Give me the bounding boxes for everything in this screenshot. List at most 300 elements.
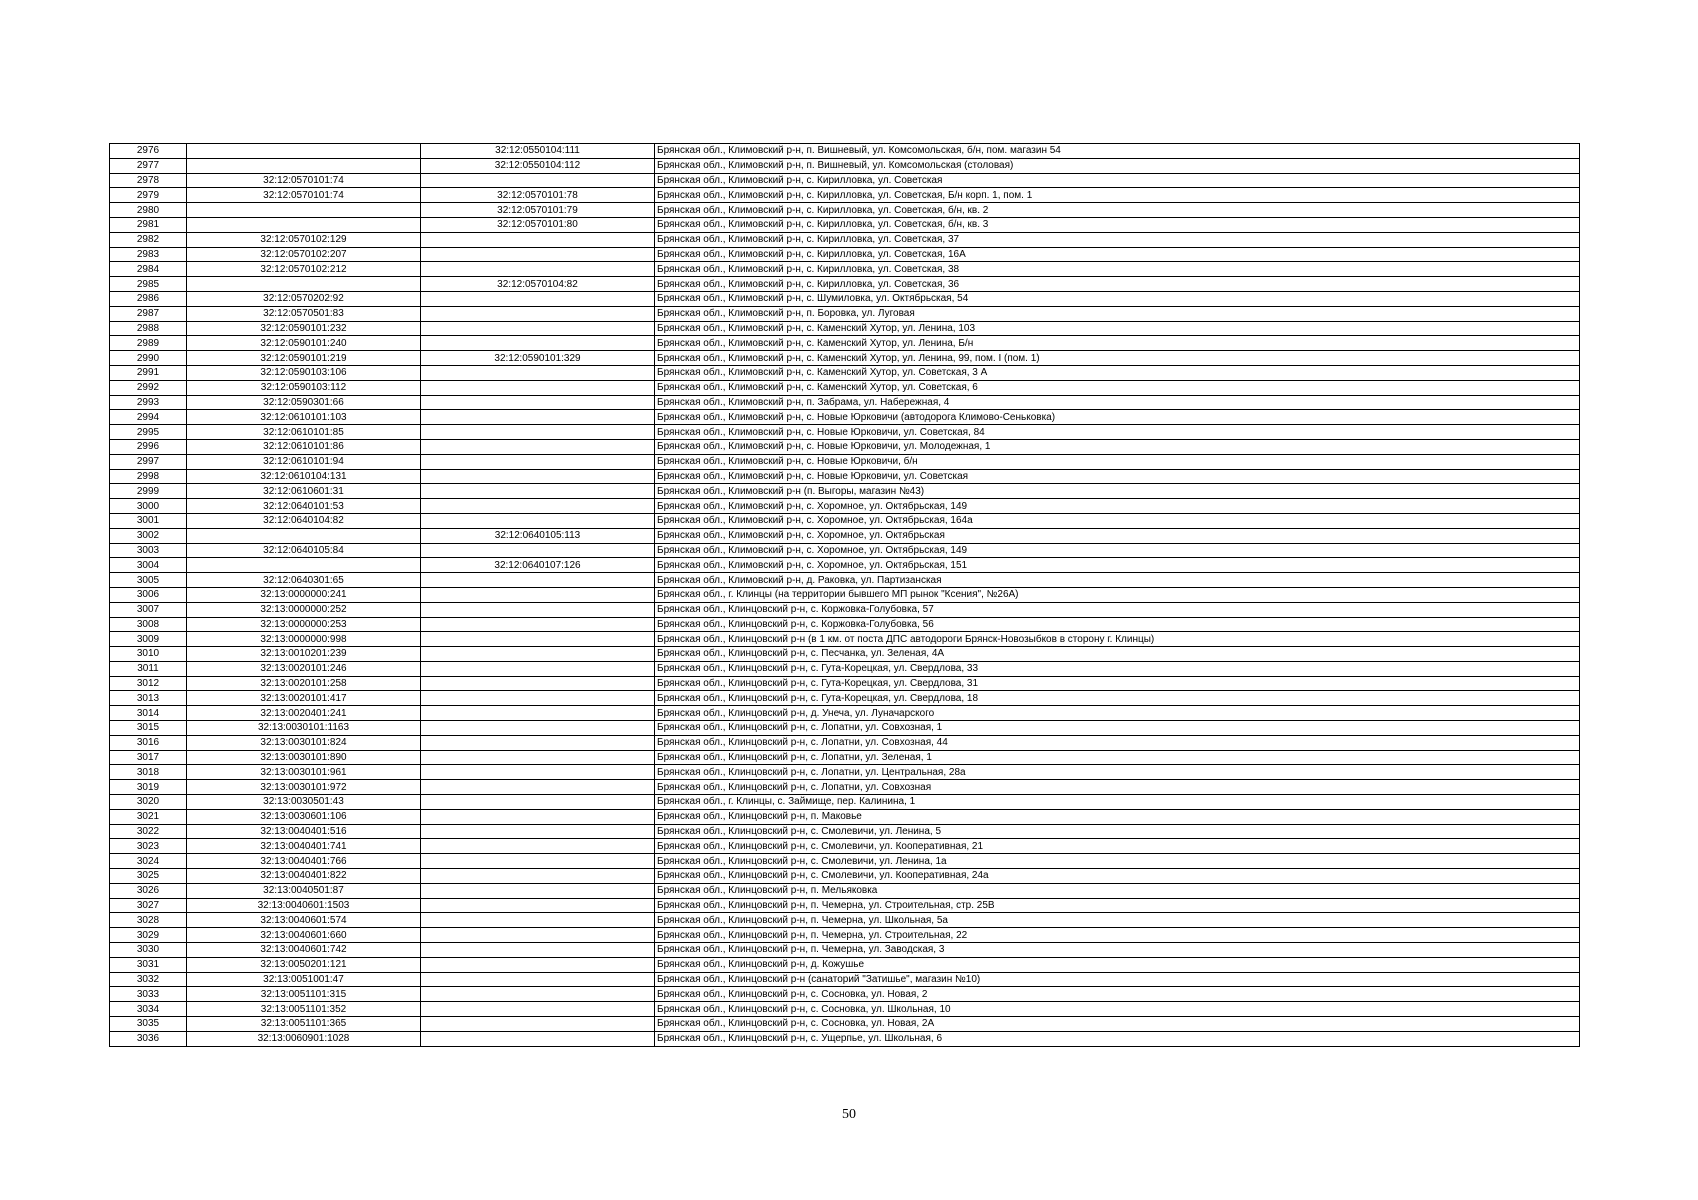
table-row [110, 499, 1580, 514]
address-cell: Брянская обл., Климовский р-н, с. Новые Юрковичи, ул. Молодежная, 1 [655, 439, 1580, 454]
cadastral-number-land-cell: 32:13:0030601:106 [187, 809, 421, 824]
cadastral-number-land-cell: 32:13:0030101:824 [187, 735, 421, 750]
cadastral-number-land-cell [187, 528, 421, 543]
address-cell: Брянская обл., Клинцовский р-н, с. Лопатни, ул. Центральная, 28а [655, 765, 1580, 780]
address-cell: Брянская обл., Клинцовский р-н, с. Гута-Корецкая, ул. Свердлова, 31 [655, 676, 1580, 691]
table-row [110, 173, 1580, 188]
cadastral-number-building-cell: 32:12:0640105:113 [421, 528, 655, 543]
row-number-cell: 3018 [110, 765, 187, 780]
row-number-cell: 3016 [110, 735, 187, 750]
address-cell: Брянская обл., Климовский р-н (п. Выгоры, магазин №43) [655, 484, 1580, 499]
address-cell: Брянская обл., Клинцовский р-н, с. Смолевичи, ул. Кооперативная, 24а [655, 869, 1580, 884]
address-cell: Брянская обл., Клинцовский р-н (в 1 км. от поста ДПС автодороги Брянск-Новозыбков в сторону г. Клинцы) [655, 632, 1580, 647]
cadastral-number-building-cell: 32:12:0570101:79 [421, 203, 655, 218]
row-number-cell: 3036 [110, 1031, 187, 1046]
cadastral-number-building-cell [421, 587, 655, 602]
cadastral-number-building-cell [421, 647, 655, 662]
table-row [110, 987, 1580, 1002]
cadastral-number-building-cell [421, 987, 655, 1002]
row-number-cell: 2999 [110, 484, 187, 499]
cadastral-number-land-cell: 32:12:0640101:53 [187, 499, 421, 514]
row-number-cell: 2995 [110, 425, 187, 440]
row-number-cell: 2992 [110, 380, 187, 395]
cadastral-number-building-cell [421, 661, 655, 676]
address-cell: Брянская обл., Клинцовский р-н, с. Смолевичи, ул. Ленина, 5 [655, 824, 1580, 839]
table-row [110, 676, 1580, 691]
address-cell: Брянская обл., Климовский р-н, с. Кирилловка, ул. Советская, 36 [655, 277, 1580, 292]
table-row [110, 706, 1580, 721]
address-cell: Брянская обл., Климовский р-н, с. Новые Юрковичи, ул. Советская, 84 [655, 425, 1580, 440]
address-cell: Брянская обл., г. Клинцы, с. Займище, пер. Калинина, 1 [655, 795, 1580, 810]
table-row [110, 558, 1580, 573]
table-row [110, 928, 1580, 943]
table-row [110, 869, 1580, 884]
table-row [110, 262, 1580, 277]
cadastral-number-land-cell: 32:13:0020401:241 [187, 706, 421, 721]
address-cell: Брянская обл., Климовский р-н, с. Каменский Хутор, ул. Ленина, 99, пом. I (пом. 1) [655, 351, 1580, 366]
cadastral-number-land-cell: 32:12:0570101:74 [187, 188, 421, 203]
cadastral-number-land-cell: 32:12:0570101:74 [187, 173, 421, 188]
cadastral-number-land-cell: 32:13:0000000:241 [187, 587, 421, 602]
cadastral-number-building-cell [421, 425, 655, 440]
cadastral-number-land-cell: 32:12:0640104:82 [187, 513, 421, 528]
cadastral-number-building-cell: 32:12:0550104:112 [421, 158, 655, 173]
table-row [110, 913, 1580, 928]
table-row [110, 972, 1580, 987]
table-row [110, 883, 1580, 898]
address-cell: Брянская обл., Клинцовский р-н, п. Чемерна, ул. Школьная, 5а [655, 913, 1580, 928]
address-cell: Брянская обл., Климовский р-н, с. Хоромное, ул. Октябрьская [655, 528, 1580, 543]
row-number-cell: 3024 [110, 854, 187, 869]
table-row [110, 410, 1580, 425]
row-number-cell: 3000 [110, 499, 187, 514]
cadastral-number-land-cell [187, 144, 421, 159]
cadastral-number-land-cell: 32:13:0040401:516 [187, 824, 421, 839]
address-cell: Брянская обл., Климовский р-н, п. Вишневый, ул. Комсомольская (столовая) [655, 158, 1580, 173]
address-cell: Брянская обл., Клинцовский р-н, с. Смолевичи, ул. Кооперативная, 21 [655, 839, 1580, 854]
cadastral-number-land-cell: 32:13:0051101:365 [187, 1017, 421, 1032]
address-cell: Брянская обл., Клинцовский р-н, д. Кожушье [655, 957, 1580, 972]
address-cell: Брянская обл., Климовский р-н, с. Каменский Хутор, ул. Советская, 3 А [655, 365, 1580, 380]
table-row [110, 528, 1580, 543]
address-cell: Брянская обл., Клинцовский р-н, с. Лопатни, ул. Совхозная, 44 [655, 735, 1580, 750]
address-cell: Брянская обл., Клинцовский р-н, с. Коржовка-Голубовка, 56 [655, 617, 1580, 632]
row-number-cell: 2996 [110, 439, 187, 454]
cadastral-number-building-cell [421, 499, 655, 514]
table-row [110, 839, 1580, 854]
cadastral-number-land-cell: 32:12:0590103:106 [187, 365, 421, 380]
table-row [110, 484, 1580, 499]
cadastral-number-building-cell [421, 291, 655, 306]
table-row [110, 469, 1580, 484]
row-number-cell: 2988 [110, 321, 187, 336]
row-number-cell: 2991 [110, 365, 187, 380]
cadastral-number-building-cell [421, 454, 655, 469]
row-number-cell: 3028 [110, 913, 187, 928]
cadastral-number-building-cell [421, 676, 655, 691]
page-number: 50 [842, 1107, 856, 1122]
table-row [110, 780, 1580, 795]
address-cell: Брянская обл., Клинцовский р-н, п. Мельяковка [655, 883, 1580, 898]
cadastral-number-building-cell [421, 439, 655, 454]
row-number-cell: 3019 [110, 780, 187, 795]
cadastral-number-building-cell [421, 469, 655, 484]
cadastral-number-building-cell [421, 780, 655, 795]
cadastral-number-land-cell: 32:12:0610101:94 [187, 454, 421, 469]
row-number-cell: 3029 [110, 928, 187, 943]
cadastral-number-building-cell [421, 1017, 655, 1032]
row-number-cell: 3035 [110, 1017, 187, 1032]
address-cell: Брянская обл., Климовский р-н, с. Кирилловка, ул. Советская [655, 173, 1580, 188]
row-number-cell: 3026 [110, 883, 187, 898]
cadastral-number-land-cell: 32:12:0590103:112 [187, 380, 421, 395]
cadastral-number-land-cell: 32:13:0010201:239 [187, 647, 421, 662]
row-number-cell: 2985 [110, 277, 187, 292]
row-number-cell: 2982 [110, 232, 187, 247]
cadastral-number-land-cell: 32:13:0040401:766 [187, 854, 421, 869]
row-number-cell: 2998 [110, 469, 187, 484]
cadastral-number-building-cell [421, 883, 655, 898]
table-row [110, 617, 1580, 632]
table-row [110, 395, 1580, 410]
row-number-cell: 3014 [110, 706, 187, 721]
cadastral-number-building-cell [421, 632, 655, 647]
address-cell: Брянская обл., Климовский р-н, с. Кирилловка, ул. Советская, Б/н корп. 1, пом. 1 [655, 188, 1580, 203]
table-row [110, 809, 1580, 824]
cadastral-number-building-cell [421, 484, 655, 499]
table-row [110, 632, 1580, 647]
cadastral-number-land-cell: 32:13:0020101:246 [187, 661, 421, 676]
cadastral-number-land-cell: 32:13:0051101:352 [187, 1002, 421, 1017]
cadastral-number-building-cell [421, 854, 655, 869]
table-row [110, 144, 1580, 159]
table-row [110, 943, 1580, 958]
row-number-cell: 3027 [110, 898, 187, 913]
row-number-cell: 3025 [110, 869, 187, 884]
address-cell: Брянская обл., Клинцовский р-н, с. Лопатни, ул. Зеленая, 1 [655, 750, 1580, 765]
row-number-cell: 3015 [110, 721, 187, 736]
address-cell: Брянская обл., Климовский р-н, с. Каменский Хутор, ул. Ленина, 103 [655, 321, 1580, 336]
cadastral-number-land-cell: 32:13:0040401:822 [187, 869, 421, 884]
cadastral-number-land-cell: 32:12:0640301:65 [187, 573, 421, 588]
row-number-cell: 2997 [110, 454, 187, 469]
table-row [110, 217, 1580, 232]
cadastral-number-building-cell [421, 617, 655, 632]
cadastral-number-building-cell [421, 232, 655, 247]
cadastral-number-land-cell: 32:12:0570102:207 [187, 247, 421, 262]
table-row [110, 188, 1580, 203]
cadastral-number-building-cell [421, 691, 655, 706]
table-row [110, 661, 1580, 676]
cadastral-number-land-cell: 32:13:0040601:660 [187, 928, 421, 943]
cadastral-number-land-cell: 32:12:0590101:219 [187, 351, 421, 366]
cadastral-number-land-cell: 32:12:0610101:103 [187, 410, 421, 425]
row-number-cell: 3020 [110, 795, 187, 810]
cadastral-number-building-cell [421, 573, 655, 588]
table-row [110, 232, 1580, 247]
cadastral-number-land-cell: 32:12:0570102:212 [187, 262, 421, 277]
row-number-cell: 3017 [110, 750, 187, 765]
row-number-cell: 3030 [110, 943, 187, 958]
row-number-cell: 3032 [110, 972, 187, 987]
address-cell: Брянская обл., Клинцовский р-н, с. Ущерпье, ул. Школьная, 6 [655, 1031, 1580, 1046]
table-row [110, 1002, 1580, 1017]
cadastral-number-land-cell: 32:13:0020101:258 [187, 676, 421, 691]
cadastral-number-land-cell: 32:13:0030101:972 [187, 780, 421, 795]
address-cell: Брянская обл., Климовский р-н, с. Кирилловка, ул. Советская, б/н, кв. 3 [655, 217, 1580, 232]
cadastral-number-building-cell [421, 943, 655, 958]
address-cell: Брянская обл., Клинцовский р-н, с. Сосновка, ул. Новая, 2 [655, 987, 1580, 1002]
address-cell: Брянская обл., Клинцовский р-н, с. Сосновка, ул. Новая, 2А [655, 1017, 1580, 1032]
cadastral-number-building-cell [421, 928, 655, 943]
address-cell: Брянская обл., Клинцовский р-н, п. Чемерна, ул. Строительная, 22 [655, 928, 1580, 943]
table-row [110, 587, 1580, 602]
table-row [110, 380, 1580, 395]
cadastral-number-land-cell: 32:12:0610104:131 [187, 469, 421, 484]
row-number-cell: 3001 [110, 513, 187, 528]
cadastral-number-building-cell [421, 365, 655, 380]
cadastral-number-building-cell [421, 602, 655, 617]
table-row [110, 691, 1580, 706]
table-row [110, 203, 1580, 218]
cadastral-number-land-cell: 32:13:0030101:890 [187, 750, 421, 765]
table-row [110, 351, 1580, 366]
address-cell: Брянская обл., Климовский р-н, с. Новые Юрковичи (автодорога Климово-Сеньковка) [655, 410, 1580, 425]
address-cell: Брянская обл., Климовский р-н, с. Хоромное, ул. Октябрьская, 149 [655, 543, 1580, 558]
address-cell: Брянская обл., Клинцовский р-н, п. Маковье [655, 809, 1580, 824]
address-cell: Брянская обл., Клинцовский р-н, с. Лопатни, ул. Совхозная [655, 780, 1580, 795]
cadastral-number-land-cell: 32:13:0050201:121 [187, 957, 421, 972]
address-cell: Брянская обл., Клинцовский р-н, п. Чемерна, ул. Строительная, стр. 25В [655, 898, 1580, 913]
cadastral-number-building-cell [421, 543, 655, 558]
table-row [110, 647, 1580, 662]
cadastral-number-land-cell: 32:13:0040401:741 [187, 839, 421, 854]
row-number-cell: 3033 [110, 987, 187, 1002]
cadastral-number-land-cell: 32:12:0610101:86 [187, 439, 421, 454]
table-row [110, 365, 1580, 380]
cadastral-number-building-cell: 32:12:0550104:111 [421, 144, 655, 159]
cadastral-number-land-cell: 32:13:0020101:417 [187, 691, 421, 706]
cadastral-number-building-cell: 32:12:0570104:82 [421, 277, 655, 292]
cadastral-number-land-cell: 32:13:0030101:961 [187, 765, 421, 780]
row-number-cell: 2976 [110, 144, 187, 159]
row-number-cell: 3021 [110, 809, 187, 824]
cadastral-number-building-cell [421, 957, 655, 972]
cadastral-number-land-cell: 32:12:0590101:240 [187, 336, 421, 351]
cadastral-number-building-cell: 32:12:0590101:329 [421, 351, 655, 366]
table-row [110, 543, 1580, 558]
row-number-cell: 2977 [110, 158, 187, 173]
row-number-cell: 2993 [110, 395, 187, 410]
cadastral-number-building-cell [421, 247, 655, 262]
cadastral-number-building-cell [421, 513, 655, 528]
cadastral-number-land-cell: 32:13:0040601:1503 [187, 898, 421, 913]
address-cell: Брянская обл., Климовский р-н, д. Раковка, ул. Партизанская [655, 573, 1580, 588]
table-row [110, 247, 1580, 262]
table-row [110, 750, 1580, 765]
cadastral-number-land-cell: 32:12:0590301:66 [187, 395, 421, 410]
cadastral-number-building-cell: 32:12:0570101:78 [421, 188, 655, 203]
table-row [110, 854, 1580, 869]
row-number-cell: 2980 [110, 203, 187, 218]
cadastral-number-land-cell [187, 277, 421, 292]
cadastral-number-building-cell: 32:12:0640107:126 [421, 558, 655, 573]
row-number-cell: 3031 [110, 957, 187, 972]
cadastral-number-building-cell [421, 173, 655, 188]
table-row [110, 735, 1580, 750]
cadastral-number-land-cell: 32:12:0610601:31 [187, 484, 421, 499]
row-number-cell: 3008 [110, 617, 187, 632]
row-number-cell: 2979 [110, 188, 187, 203]
address-cell: Брянская обл., Клинцовский р-н, п. Чемерна, ул. Заводская, 3 [655, 943, 1580, 958]
table-row [110, 898, 1580, 913]
row-number-cell: 3013 [110, 691, 187, 706]
row-number-cell: 2978 [110, 173, 187, 188]
cadastral-number-land-cell: 32:13:0030501:43 [187, 795, 421, 810]
row-number-cell: 3007 [110, 602, 187, 617]
address-cell: Брянская обл., Климовский р-н, с. Кирилловка, ул. Советская, 16А [655, 247, 1580, 262]
table-row [110, 158, 1580, 173]
cadastral-number-building-cell [421, 380, 655, 395]
table-row [110, 795, 1580, 810]
row-number-cell: 2994 [110, 410, 187, 425]
address-cell: Брянская обл., Клинцовский р-н, с. Смолевичи, ул. Ленина, 1а [655, 854, 1580, 869]
table-row [110, 573, 1580, 588]
row-number-cell: 3002 [110, 528, 187, 543]
row-number-cell: 2990 [110, 351, 187, 366]
address-cell: Брянская обл., Климовский р-н, с. Новые Юрковичи, б/н [655, 454, 1580, 469]
table-row [110, 957, 1580, 972]
address-cell: Брянская обл., Климовский р-н, с. Шумиловка, ул. Октябрьская, 54 [655, 291, 1580, 306]
cadastral-number-land-cell: 32:13:0000000:252 [187, 602, 421, 617]
table-row [110, 824, 1580, 839]
address-cell: Брянская обл., Климовский р-н, п. Вишневый, ул. Комсомольская, б/н, пом. магазин 54 [655, 144, 1580, 159]
cadastral-number-building-cell [421, 321, 655, 336]
cadastral-number-building-cell [421, 839, 655, 854]
address-cell: Брянская обл., Клинцовский р-н, с. Песчанка, ул. Зеленая, 4А [655, 647, 1580, 662]
cadastral-number-land-cell: 32:13:0000000:253 [187, 617, 421, 632]
table-row [110, 439, 1580, 454]
table-row [110, 765, 1580, 780]
address-cell: Брянская обл., Климовский р-н, с. Хоромное, ул. Октябрьская, 164а [655, 513, 1580, 528]
cadastral-number-land-cell: 32:12:0570102:129 [187, 232, 421, 247]
table-row [110, 1017, 1580, 1032]
table-row [110, 306, 1580, 321]
cadastral-number-land-cell [187, 558, 421, 573]
cadastral-number-building-cell [421, 795, 655, 810]
cadastral-number-building-cell [421, 809, 655, 824]
cadastral-number-land-cell: 32:12:0640105:84 [187, 543, 421, 558]
row-number-cell: 3005 [110, 573, 187, 588]
cadastral-number-building-cell [421, 898, 655, 913]
cadastral-number-building-cell [421, 306, 655, 321]
row-number-cell: 2984 [110, 262, 187, 277]
cadastral-number-building-cell [421, 972, 655, 987]
cadastral-number-building-cell [421, 735, 655, 750]
address-cell: Брянская обл., Климовский р-н, с. Хоромное, ул. Октябрьская, 149 [655, 499, 1580, 514]
cadastral-number-land-cell: 32:13:0051101:315 [187, 987, 421, 1002]
cadastral-number-land-cell [187, 217, 421, 232]
row-number-cell: 3003 [110, 543, 187, 558]
address-cell: Брянская обл., Климовский р-н, с. Хоромное, ул. Октябрьская, 151 [655, 558, 1580, 573]
cadastral-number-building-cell [421, 336, 655, 351]
row-number-cell: 3023 [110, 839, 187, 854]
table-row [110, 425, 1580, 440]
table-row [110, 321, 1580, 336]
address-cell: Брянская обл., Клинцовский р-н, с. Гута-Корецкая, ул. Свердлова, 33 [655, 661, 1580, 676]
cadastral-number-land-cell: 32:13:0060901:1028 [187, 1031, 421, 1046]
cadastral-number-land-cell: 32:13:0051001:47 [187, 972, 421, 987]
row-number-cell: 2986 [110, 291, 187, 306]
row-number-cell: 3009 [110, 632, 187, 647]
cadastral-number-land-cell: 32:13:0040601:574 [187, 913, 421, 928]
cadastral-number-land-cell: 32:13:0040501:87 [187, 883, 421, 898]
address-cell: Брянская обл., Климовский р-н, п. Боровка, ул. Луговая [655, 306, 1580, 321]
cadastral-number-building-cell [421, 1031, 655, 1046]
row-number-cell: 3022 [110, 824, 187, 839]
table-row [110, 291, 1580, 306]
row-number-cell: 2981 [110, 217, 187, 232]
table-row [110, 336, 1580, 351]
cadastral-number-building-cell [421, 1002, 655, 1017]
address-cell: Брянская обл., Климовский р-н, с. Кирилловка, ул. Советская, 37 [655, 232, 1580, 247]
cadastral-number-land-cell: 32:12:0570202:92 [187, 291, 421, 306]
row-number-cell: 3011 [110, 661, 187, 676]
address-cell: Брянская обл., Климовский р-н, с. Каменский Хутор, ул. Ленина, Б/н [655, 336, 1580, 351]
table-row [110, 721, 1580, 736]
row-number-cell: 3012 [110, 676, 187, 691]
cadastral-number-building-cell: 32:12:0570101:80 [421, 217, 655, 232]
registry-table-body [110, 144, 1580, 1047]
address-cell: Брянская обл., Клинцовский р-н, с. Лопатни, ул. Совхозная, 1 [655, 721, 1580, 736]
row-number-cell: 2987 [110, 306, 187, 321]
address-cell: Брянская обл., г. Клинцы (на территории бывшего МП рынок "Ксения", №26А) [655, 587, 1580, 602]
cadastral-number-land-cell: 32:12:0590101:232 [187, 321, 421, 336]
table-row [110, 1031, 1580, 1046]
cadastral-number-land-cell: 32:13:0000000:998 [187, 632, 421, 647]
cadastral-number-building-cell [421, 869, 655, 884]
cadastral-number-land-cell [187, 203, 421, 218]
cadastral-number-building-cell [421, 824, 655, 839]
row-number-cell: 3006 [110, 587, 187, 602]
registry-table [109, 143, 1580, 1047]
row-number-cell: 3010 [110, 647, 187, 662]
table-row [110, 602, 1580, 617]
row-number-cell: 3034 [110, 1002, 187, 1017]
address-cell: Брянская обл., Климовский р-н, п. Забрама, ул. Набережная, 4 [655, 395, 1580, 410]
table-row [110, 454, 1580, 469]
row-number-cell: 2989 [110, 336, 187, 351]
address-cell: Брянская обл., Климовский р-н, с. Новые Юрковичи, ул. Советская [655, 469, 1580, 484]
row-number-cell: 2983 [110, 247, 187, 262]
table-row [110, 513, 1580, 528]
address-cell: Брянская обл., Клинцовский р-н, с. Сосновка, ул. Школьная, 10 [655, 1002, 1580, 1017]
address-cell: Брянская обл., Клинцовский р-н, с. Гута-Корецкая, ул. Свердлова, 18 [655, 691, 1580, 706]
address-cell: Брянская обл., Клинцовский р-н, с. Коржовка-Голубовка, 57 [655, 602, 1580, 617]
cadastral-number-building-cell [421, 721, 655, 736]
address-cell: Брянская обл., Климовский р-н, с. Кирилловка, ул. Советская, б/н, кв. 2 [655, 203, 1580, 218]
address-cell: Брянская обл., Климовский р-н, с. Кирилловка, ул. Советская, 38 [655, 262, 1580, 277]
table-row [110, 277, 1580, 292]
cadastral-number-land-cell: 32:13:0040601:742 [187, 943, 421, 958]
cadastral-number-land-cell [187, 158, 421, 173]
cadastral-number-building-cell [421, 750, 655, 765]
address-cell: Брянская обл., Клинцовский р-н (санаторий "Затишье", магазин №10) [655, 972, 1580, 987]
cadastral-number-building-cell [421, 765, 655, 780]
cadastral-number-land-cell: 32:12:0570501:83 [187, 306, 421, 321]
address-cell: Брянская обл., Клинцовский р-н, д. Унеча, ул. Луначарского [655, 706, 1580, 721]
cadastral-number-building-cell [421, 706, 655, 721]
